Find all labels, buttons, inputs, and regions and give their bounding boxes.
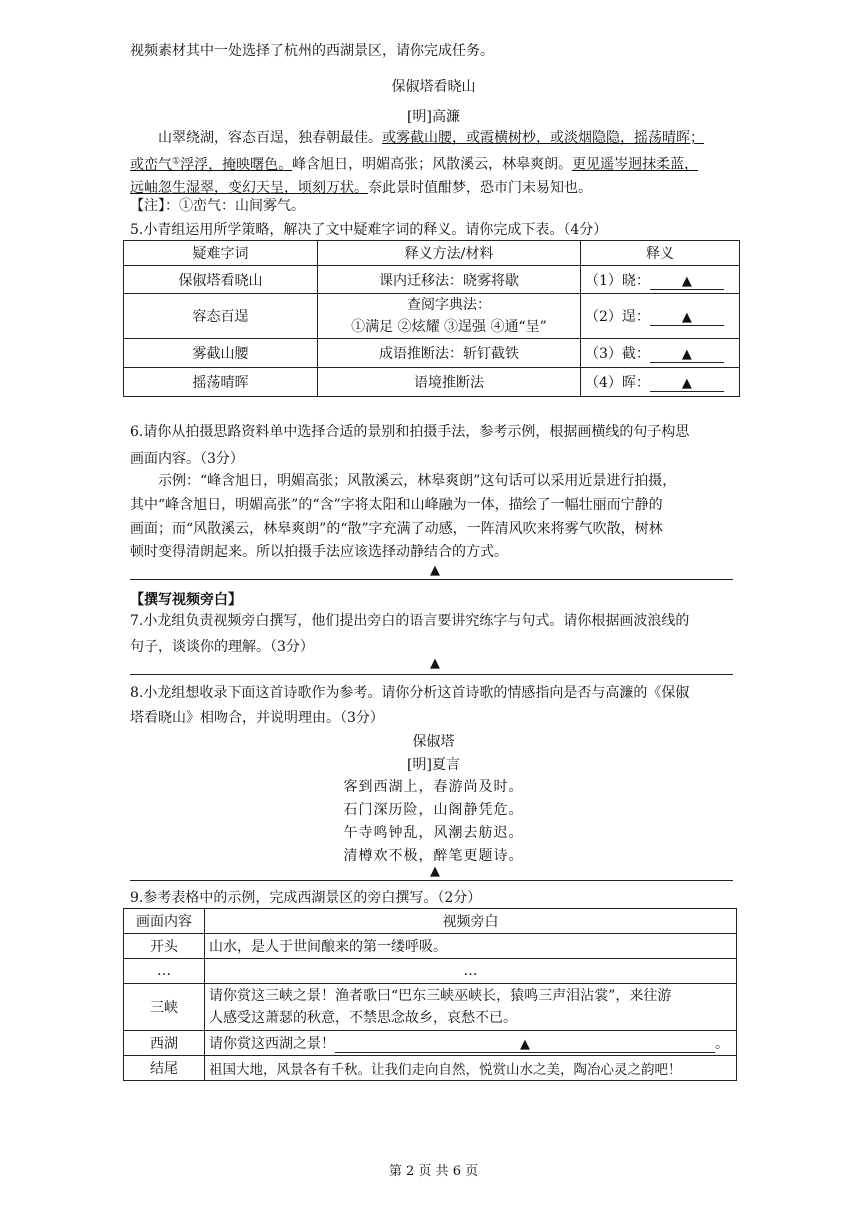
- q6-example: 其中“峰含旭日，明媚高张”的“含”字将太阳和山峰融为一体，描绘了一幅壮丽而宁静的: [130, 497, 663, 513]
- passage-title: 保俶塔看晓山: [391, 79, 476, 95]
- answer-cell: [581, 294, 740, 339]
- narration-cell: …: [205, 959, 737, 984]
- answer-cell: [581, 266, 740, 294]
- method-cell: 成语推断法：斩钉截铁: [318, 339, 581, 368]
- answer-marker[interactable]: ▲: [430, 563, 440, 578]
- intro-text: 视频素材其中一处选择了杭州的西湖景区，请你完成任务。: [130, 43, 494, 59]
- word-cell: 摇荡晴晖: [124, 368, 318, 397]
- answer-blank[interactable]: ▲: [650, 376, 724, 392]
- poem-line: 石门深历险，山阁静凭危。: [343, 802, 524, 818]
- poem-line: 客到西湖上，春游尚及时。: [343, 779, 524, 795]
- scene-cell: 西湖: [124, 1031, 205, 1056]
- answer-line: [130, 674, 733, 675]
- passage-note: 【注】：①峦气：山间雾气。: [130, 198, 305, 214]
- table-row: [124, 294, 740, 339]
- answer-marker[interactable]: ▲: [430, 864, 440, 879]
- poem-title: 保俶塔: [412, 734, 455, 750]
- word-cell: 保俶塔看晓山: [124, 266, 318, 294]
- table-row: [124, 1031, 737, 1056]
- passage-underlined: 远岫忽生湿翠，变幻天呈，顷刻万状。: [130, 179, 368, 196]
- q6-stem: 6.请你从拍摄思路资料单中选择合适的景别和拍摄手法，参考示例，根据画横线的句子构思: [130, 424, 690, 440]
- table-row: [124, 1056, 737, 1081]
- q6-example: 示例：“峰含旭日，明媚高张；风散溪云，林皋爽朗”这句话可以采用近景进行拍摄，: [158, 473, 677, 489]
- answer-blank[interactable]: ▲: [335, 1037, 715, 1053]
- q8-stem: 塔看晓山》相吻合，并说明理由。（3分）: [130, 710, 384, 726]
- method-cell: 语境推断法: [318, 368, 581, 397]
- table-header: 疑难字词: [124, 241, 318, 266]
- table-row: [124, 934, 737, 959]
- q7-stem: 句子，谈谈你的理解。（3分）: [130, 639, 314, 655]
- answer-marker[interactable]: ▲: [430, 656, 440, 671]
- answer-label: （2）逞：: [585, 309, 650, 325]
- narration-cell: 祖国大地，风景各有千秋。让我们走向自然，悦赏山水之美，陶冶心灵之韵吧！: [205, 1056, 737, 1081]
- passage-underlined: 或雾截山腰，或霞横树杪，或淡烟隐隐，摇荡晴晖；: [382, 130, 704, 146]
- poem-line: 清樽欢不极，醉笔更题诗。: [343, 848, 524, 864]
- answer-blank[interactable]: ▲: [650, 274, 724, 290]
- narration-cell: 请你赏这三峡之景！渔者歌曰“巴东三峡巫峡长，猿鸣三声泪沾裳”，来往游 人感受这萧瑟的秋意，不禁思念故乡，哀愁不已。: [205, 984, 737, 1031]
- narration-cell: 山水，是人于世间酿来的第一缕呼吸。: [205, 934, 737, 959]
- word-cell: 雾截山腰: [124, 339, 318, 368]
- passage-underlined: 更见遥岑迥抹柔蓝，: [572, 156, 699, 173]
- passage-segment: 奈此景时值酣梦，恐市门未易知也。: [368, 179, 592, 196]
- table-row: [124, 984, 737, 1031]
- table-row: [124, 959, 737, 984]
- table-row: [124, 339, 740, 368]
- passage-body: [130, 127, 740, 200]
- narration-cell: 请你赏这西湖之景！ ▲ 。: [205, 1031, 737, 1056]
- q9-table: [123, 908, 737, 1081]
- poem-line: 午寺鸣钟乱，风潮去舫迟。: [343, 825, 524, 841]
- q6-stem: 画面内容。（3分）: [130, 451, 244, 467]
- scene-cell: 开头: [124, 934, 205, 959]
- answer-blank[interactable]: ▲: [650, 347, 724, 363]
- passage-underlined: 或峦气①浮浮，掩映曙色。: [130, 156, 293, 173]
- answer-line: [130, 579, 733, 580]
- answer-blank[interactable]: ▲: [650, 310, 724, 326]
- q5-stem: 5.小青组运用所学策略，解决了文中疑难字词的释义。请你完成下表。（4分）: [130, 222, 608, 238]
- word-cell: 容态百逞: [124, 294, 318, 339]
- q7-stem: 7.小龙组负责视频旁白撰写，他们提出旁白的语言要讲究练字与句式。请你根据画波浪线的: [130, 613, 690, 629]
- method-cell: 课内迁移法：晓雾将歇: [318, 266, 581, 294]
- table-header: 视频旁白: [205, 909, 737, 934]
- answer-label: （1）晓：: [585, 272, 650, 289]
- page-footer: 第 2 页 共 6 页: [388, 1164, 479, 1179]
- table-header: 画面内容: [124, 909, 205, 934]
- table-header: 释义方法/材料: [318, 241, 581, 266]
- q5-table: [123, 240, 740, 397]
- scene-cell: 结尾: [124, 1056, 205, 1081]
- q8-stem: 8.小龙组想收录下面这首诗歌作为参考。请你分析这首诗歌的情感指向是否与高濂的《保俶: [130, 685, 690, 701]
- passage-author: [明]高濂: [407, 109, 460, 125]
- answer-label: （4）晖：: [585, 375, 650, 391]
- poem-author: [明]夏言: [407, 757, 460, 773]
- table-row: [124, 368, 740, 397]
- answer-cell: [581, 339, 740, 368]
- q6-example: 画面；而“风散溪云，林皋爽朗”的“散”字充满了动感，一阵清风吹来将雾气吹散，树林: [130, 521, 663, 537]
- passage-segment: 山翠绕湖，容态百逞，独春朝最佳。: [158, 130, 382, 146]
- passage-segment: 峰含旭日，明媚高张；风散溪云，林皋爽朗。: [292, 156, 573, 173]
- scene-cell: 三峡: [124, 984, 205, 1031]
- table-header: 释义: [581, 241, 740, 266]
- q6-example: 顿时变得清朗起来。所以拍摄手法应该选择动静结合的方式。: [130, 544, 508, 560]
- table-header-row: [124, 241, 740, 266]
- answer-line: [130, 880, 733, 881]
- table-header-row: [124, 909, 737, 934]
- section-heading: 【撰写视频旁白】: [130, 592, 242, 608]
- answer-cell: [581, 368, 740, 397]
- q9-stem: 9.参考表格中的示例，完成西湖景区的旁白撰写。（2分）: [130, 890, 482, 906]
- scene-cell: …: [124, 959, 205, 984]
- answer-label: （3）截：: [585, 346, 650, 362]
- table-row: [124, 266, 740, 294]
- method-cell: 查阅字典法： ①满足 ②炫耀 ③逞强 ④通“呈”: [318, 294, 581, 339]
